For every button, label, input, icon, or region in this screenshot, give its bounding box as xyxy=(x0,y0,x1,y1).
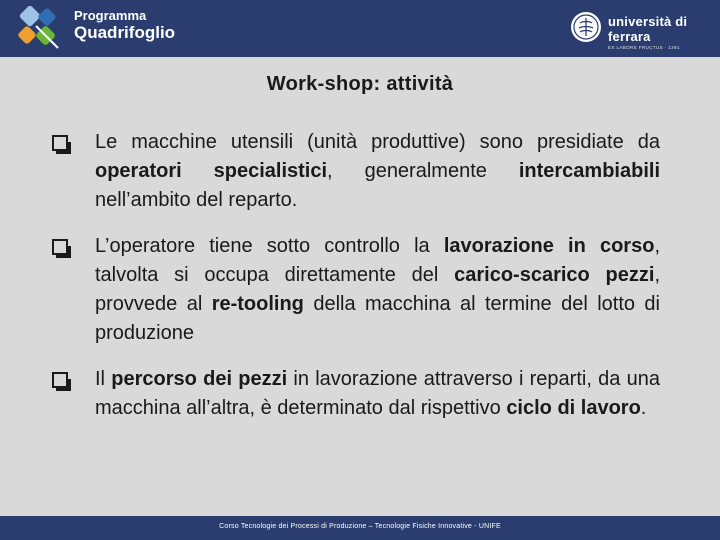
bold-segment: lavorazione in corso xyxy=(443,235,655,257)
text-segment: in lavorazione attraverso i reparti, da una macchina all’altra, è determinato dal rispettivo xyxy=(95,368,661,419)
checkbox-bullet-icon xyxy=(52,135,68,151)
bullet-item xyxy=(52,232,660,348)
text-segment: Le macchine utensili (unità produttive) sono presidiate da xyxy=(95,131,660,153)
brand-line-1: Programma xyxy=(74,8,147,23)
header-bar xyxy=(0,0,720,57)
checkbox-bullet-icon xyxy=(52,239,68,255)
text-segment: L’operatore tiene sotto controllo la xyxy=(95,235,444,257)
bullet-item xyxy=(52,128,660,215)
slide-title: Work-shop: attività xyxy=(266,73,454,95)
bold-segment: intercambiabili xyxy=(518,160,660,182)
text-segment: , talvolta si occupa direttamente del xyxy=(95,235,660,286)
bold-segment: carico-scarico pezzi xyxy=(454,264,655,286)
footer-text: Corso Tecnologie dei Processi di Produzione – Tecnologie Fisiche Innovative - UNIFE xyxy=(219,523,501,530)
text-segment: , provvede al xyxy=(95,264,660,315)
university-name-block xyxy=(608,14,720,52)
bullet-text xyxy=(95,368,660,419)
text-segment: Il xyxy=(95,368,112,390)
bold-segment: ciclo di lavoro xyxy=(506,397,641,419)
quadrifoglio-logo-icon xyxy=(14,4,64,52)
footer-bar xyxy=(0,516,720,540)
bullet-item xyxy=(52,365,660,423)
university-name: università di ferrara xyxy=(608,14,688,44)
bold-segment: operatori specialistici xyxy=(95,160,328,182)
bold-segment: percorso dei pezzi xyxy=(111,368,288,390)
brand-name xyxy=(74,9,175,43)
text-segment: nell’ambito del reparto. xyxy=(95,189,298,211)
text-segment: della macchina al termine del lotto di produzione xyxy=(95,293,660,344)
bold-segment: re-tooling xyxy=(211,293,304,315)
university-motto: EX LABORE FRUCTUS · 1391 xyxy=(608,45,680,50)
brand-line-2: Quadrifoglio xyxy=(74,23,176,42)
bullet-text xyxy=(95,235,660,344)
university-seal-icon xyxy=(570,11,602,43)
checkbox-bullet-icon xyxy=(52,372,68,388)
bullet-list xyxy=(52,128,660,440)
text-segment: , generalmente xyxy=(327,160,519,182)
text-segment: . xyxy=(640,397,647,419)
bullet-text xyxy=(95,131,660,211)
